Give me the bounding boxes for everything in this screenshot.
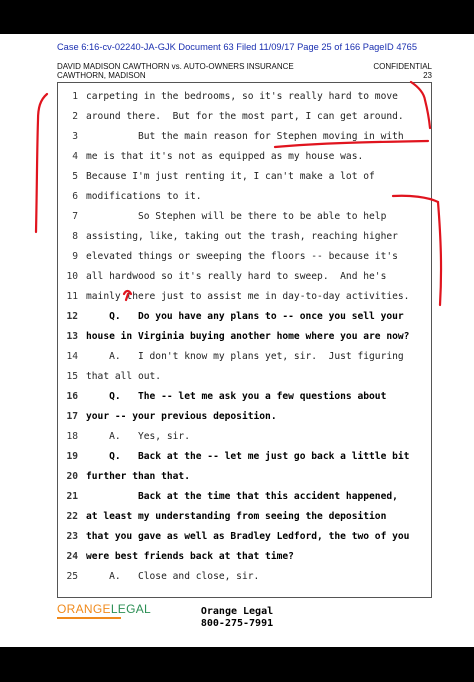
line-text: Q. Back at the -- let me just go back a little bit [86, 451, 410, 462]
line-number: 22 [66, 511, 78, 522]
line-number: 19 [66, 451, 78, 462]
transcript-line [58, 267, 386, 287]
line-number: 23 [66, 531, 78, 542]
filing-header: Case 6:16-cv-02240-JA-GJK Document 63 Filed 11/09/17 Page 25 of 166 PageID 4765 [56, 42, 418, 52]
line-text: elevated things or sweeping the floors -- because it's [86, 251, 398, 262]
line-number: 10 [66, 271, 78, 282]
line-text: me is that it's not as equipped as my house was. [86, 151, 364, 162]
transcript-line [58, 447, 409, 467]
line-number: 11 [66, 291, 78, 302]
top-black-bar [0, 0, 474, 34]
transcript-line [58, 207, 386, 227]
transcript-line [58, 387, 386, 407]
line-number: 8 [72, 231, 78, 242]
transcript-line [58, 427, 190, 447]
line-text: at least my understanding from seeing the deposition [86, 511, 387, 522]
left-margin-bracket [36, 94, 47, 232]
transcript-line [58, 167, 375, 187]
transcript-line [58, 547, 294, 567]
line-text: mainly there just to assist me in day-to-day activities. [86, 291, 410, 302]
logo-legal-text: LEGAL [110, 602, 152, 616]
transcript-line [58, 567, 259, 587]
transcript-line [58, 187, 202, 207]
line-number: 4 [72, 151, 78, 162]
line-text: that you gave as well as Bradley Ledford, the two of you [86, 531, 410, 542]
line-number: 17 [66, 411, 78, 422]
line-text: that all out. [86, 371, 162, 382]
line-number: 18 [66, 431, 78, 442]
case-caption [57, 62, 294, 80]
page-header-right [373, 62, 432, 80]
footer-company: Orange Legal [200, 606, 274, 617]
confidential-label: CONFIDENTIAL [373, 62, 432, 71]
line-number: 24 [66, 551, 78, 562]
line-text: further than that. [86, 471, 190, 482]
line-text: But the main reason for Stephen moving in with [86, 131, 404, 142]
caption-line-2: CAWTHORN, MADISON [57, 71, 146, 80]
line-number: 13 [66, 331, 78, 342]
line-text: A. I don't know my plans yet, sir. Just figuring [86, 351, 404, 362]
caption-line-1: DAVID MADISON CAWTHORN vs. AUTO-OWNERS INSURANCE [57, 62, 294, 71]
line-text: Because I'm just renting it, I can't make a lot of [86, 171, 375, 182]
line-number: 9 [72, 251, 78, 262]
logo-orange-text: ORANGE [57, 602, 111, 616]
transcript-line [58, 87, 398, 107]
line-text: carpeting in the bedrooms, so it's really hard to move [86, 91, 398, 102]
line-number: 6 [72, 191, 78, 202]
transcript-line [58, 307, 404, 327]
line-number: 21 [66, 491, 78, 502]
transcript-line [58, 247, 398, 267]
line-number: 20 [66, 471, 78, 482]
line-number: 12 [66, 311, 78, 322]
line-number: 1 [72, 91, 78, 102]
line-text: modifications to it. [86, 191, 202, 202]
transcript-line [58, 367, 161, 387]
transcript-line [58, 407, 277, 427]
line-number: 25 [66, 571, 78, 582]
transcript-line [58, 347, 404, 367]
transcript-line [58, 107, 404, 127]
line-text: Back at the time that this accident happened, [86, 491, 398, 502]
line-text: So Stephen will be there to be able to help [86, 211, 387, 222]
line-number: 16 [66, 391, 78, 402]
transcript-line [58, 227, 398, 247]
line-text: house in Virginia buying another home where you are now? [86, 331, 410, 342]
line-number: 3 [72, 131, 78, 142]
transcript-line [58, 507, 386, 527]
bottom-black-bar [0, 647, 474, 682]
line-text: Q. The -- let me ask you a few questions about [86, 391, 387, 402]
transcript-page-number: 23 [423, 71, 432, 80]
line-text: Q. Do you have any plans to -- once you sell your [86, 311, 404, 322]
line-text: your -- your previous deposition. [86, 411, 277, 422]
transcript-line [58, 327, 409, 347]
transcript-line [58, 127, 404, 147]
line-number: 7 [72, 211, 78, 222]
line-text: all hardwood so it's really hard to sweep. And he's [86, 271, 387, 282]
line-number: 15 [66, 371, 78, 382]
transcript-line [58, 147, 363, 167]
transcript-line [58, 467, 190, 487]
line-text: assisting, like, taking out the trash, reaching higher [86, 231, 398, 242]
footer [0, 606, 474, 630]
line-number: 14 [66, 351, 78, 362]
line-number: 2 [72, 111, 78, 122]
line-text: were best friends back at that time? [86, 551, 294, 562]
line-number: 5 [72, 171, 78, 182]
transcript-line [58, 287, 409, 307]
footer-phone: 800-275-7991 [200, 618, 274, 629]
line-text: around there. But for the most part, I can get around. [86, 111, 404, 122]
transcript-line [58, 527, 409, 547]
transcript-line [58, 487, 398, 507]
transcript-box [57, 82, 432, 598]
line-text: A. Yes, sir. [86, 431, 190, 442]
line-text: A. Close and close, sir. [86, 571, 260, 582]
